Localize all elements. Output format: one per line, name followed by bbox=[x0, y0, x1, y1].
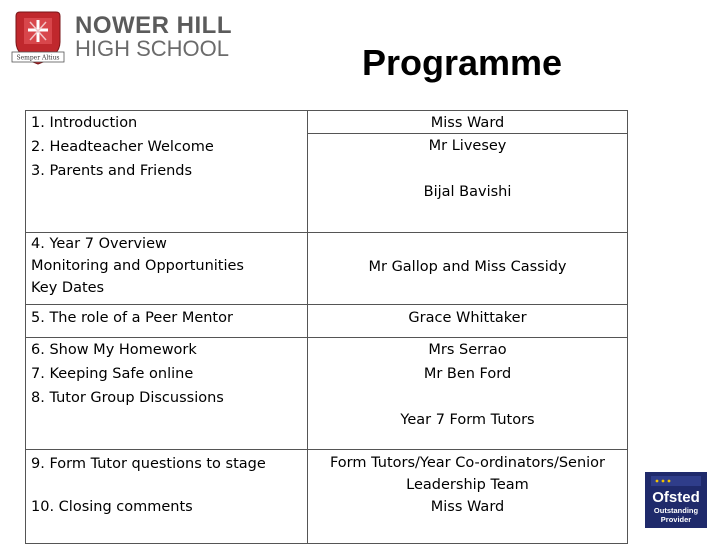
list-item: 8. Tutor Group Discussions bbox=[31, 390, 224, 406]
programme-row-3-speakers bbox=[308, 304, 628, 338]
school-crest-logo bbox=[8, 8, 68, 68]
programme-row-3-items bbox=[25, 304, 308, 338]
list-item: 3. Parents and Friends bbox=[31, 163, 193, 179]
list-item: 7. Keeping Safe online bbox=[31, 366, 194, 382]
ofsted-brand: Ofsted bbox=[652, 489, 700, 506]
ofsted-line2: Provider bbox=[660, 515, 692, 524]
programme-row-1-speakers bbox=[308, 110, 628, 134]
list-item: 2. Headteacher Welcome bbox=[31, 139, 214, 155]
list-item: 9. Form Tutor questions to stage bbox=[31, 456, 266, 472]
ofsted-line1: Outstanding bbox=[653, 506, 699, 515]
list-item: 4. Year 7 Overview bbox=[31, 236, 167, 252]
programme-row-1-speakers-cont bbox=[308, 134, 628, 233]
ofsted-outstanding-badge bbox=[645, 472, 707, 528]
school-name-line1: NOWER HILL bbox=[75, 12, 232, 39]
speaker: Grace Whittaker bbox=[408, 310, 527, 326]
programme-row-4-speakers bbox=[308, 337, 628, 450]
speaker: Mr Gallop and Miss Cassidy bbox=[368, 259, 567, 275]
programme-row-1-items bbox=[25, 110, 308, 233]
list-item: Key Dates bbox=[31, 280, 105, 296]
speaker: Mr Livesey bbox=[428, 138, 507, 154]
list-item: Monitoring and Opportunities bbox=[31, 258, 244, 274]
speaker: Miss Ward bbox=[430, 115, 505, 131]
programme-row-2-items bbox=[25, 232, 308, 305]
programme-row-5-speakers bbox=[308, 449, 628, 544]
logo-motto: Semper Altius bbox=[16, 54, 60, 62]
programme-row-2-speakers bbox=[308, 232, 628, 305]
speaker: Form Tutors/Year Co-ordinators/Senior bbox=[329, 455, 606, 471]
school-name-line2: HIGH SCHOOL bbox=[75, 36, 230, 61]
speaker: Miss Ward bbox=[430, 499, 505, 515]
page-title: Programme bbox=[362, 42, 563, 83]
programme-row-4-items bbox=[25, 337, 308, 450]
speaker: Mr Ben Ford bbox=[423, 366, 512, 382]
list-item: 6. Show My Homework bbox=[31, 342, 197, 358]
speaker: Bijal Bavishi bbox=[423, 184, 512, 200]
list-item: 1. Introduction bbox=[31, 115, 138, 131]
speaker: Year 7 Form Tutors bbox=[400, 412, 535, 428]
speaker: Leadership Team bbox=[406, 477, 529, 493]
list-item: 5. The role of a Peer Mentor bbox=[31, 310, 233, 326]
list-item: 10. Closing comments bbox=[31, 499, 193, 515]
speaker: Mrs Serrao bbox=[428, 342, 507, 358]
programme-row-5-items bbox=[25, 449, 308, 544]
